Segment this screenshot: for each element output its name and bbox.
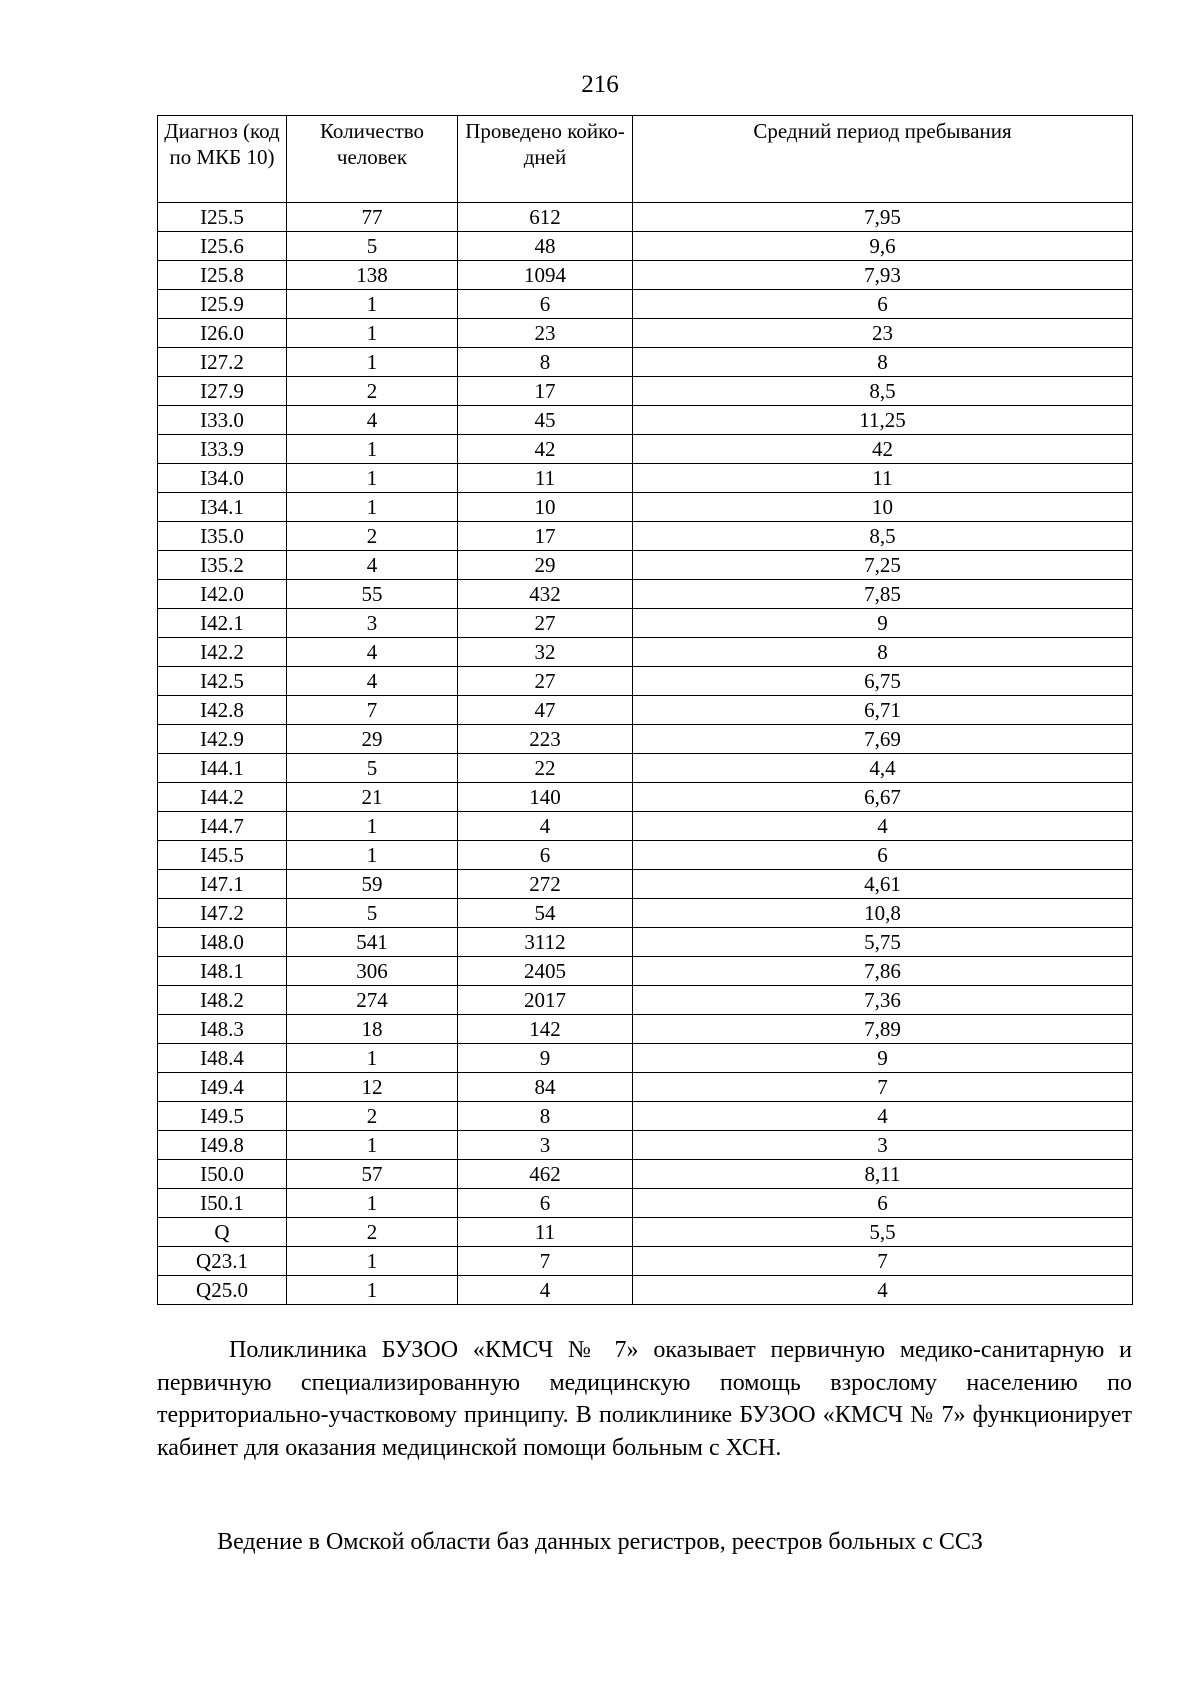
table-row: [158, 261, 1133, 290]
cell-bed-days: 432: [458, 580, 633, 609]
cell-patient-count: 59: [287, 870, 458, 899]
cell-diagnosis-code: I48.0: [158, 928, 287, 957]
table-row: [158, 957, 1133, 986]
table-row: [158, 1160, 1133, 1189]
table-header-row: [158, 116, 1133, 203]
cell-patient-count: 306: [287, 957, 458, 986]
cell-patient-count: 2: [287, 1218, 458, 1247]
cell-bed-days: 42: [458, 435, 633, 464]
cell-diagnosis-code: Q23.1: [158, 1247, 287, 1276]
cell-patient-count: 5: [287, 754, 458, 783]
cell-diagnosis-code: I42.5: [158, 667, 287, 696]
table-row: [158, 1247, 1133, 1276]
cell-average-stay: 6,67: [633, 783, 1133, 812]
table-row: [158, 696, 1133, 725]
cell-average-stay: 10,8: [633, 899, 1133, 928]
cell-bed-days: 84: [458, 1073, 633, 1102]
cell-diagnosis-code: I50.1: [158, 1189, 287, 1218]
table-row: [158, 522, 1133, 551]
cell-average-stay: 8,5: [633, 522, 1133, 551]
cell-bed-days: 6: [458, 841, 633, 870]
cell-patient-count: 1: [287, 1044, 458, 1073]
cell-patient-count: 77: [287, 203, 458, 232]
cell-average-stay: 8: [633, 348, 1133, 377]
table-row: [158, 232, 1133, 261]
cell-diagnosis-code: I48.3: [158, 1015, 287, 1044]
cell-patient-count: 1: [287, 841, 458, 870]
cell-average-stay: 6,75: [633, 667, 1133, 696]
table-row: [158, 493, 1133, 522]
cell-bed-days: 8: [458, 1102, 633, 1131]
cell-patient-count: 1: [287, 812, 458, 841]
cell-diagnosis-code: I33.0: [158, 406, 287, 435]
cell-diagnosis-code: I49.5: [158, 1102, 287, 1131]
header-patient-count: Количество человек: [287, 116, 458, 203]
cell-average-stay: 4,4: [633, 754, 1133, 783]
cell-diagnosis-code: I48.1: [158, 957, 287, 986]
cell-patient-count: 2: [287, 377, 458, 406]
table-row: [158, 319, 1133, 348]
cell-average-stay: 8: [633, 638, 1133, 667]
cell-bed-days: 17: [458, 522, 633, 551]
cell-average-stay: 6: [633, 290, 1133, 319]
cell-average-stay: 9: [633, 1044, 1133, 1073]
cell-average-stay: 7: [633, 1073, 1133, 1102]
table-row: [158, 1276, 1133, 1305]
cell-diagnosis-code: I34.0: [158, 464, 287, 493]
cell-patient-count: 1: [287, 1131, 458, 1160]
cell-diagnosis-code: I44.2: [158, 783, 287, 812]
cell-bed-days: 54: [458, 899, 633, 928]
cell-bed-days: 140: [458, 783, 633, 812]
page-number: 216: [581, 71, 619, 98]
cell-diagnosis-code: I35.0: [158, 522, 287, 551]
cell-patient-count: 1: [287, 290, 458, 319]
cell-bed-days: 462: [458, 1160, 633, 1189]
cell-bed-days: 1094: [458, 261, 633, 290]
cell-diagnosis-code: I45.5: [158, 841, 287, 870]
cell-bed-days: 17: [458, 377, 633, 406]
cell-bed-days: 4: [458, 1276, 633, 1305]
table-row: [158, 783, 1133, 812]
cell-average-stay: 5,75: [633, 928, 1133, 957]
cell-bed-days: 9: [458, 1044, 633, 1073]
cell-bed-days: 2405: [458, 957, 633, 986]
cell-bed-days: 272: [458, 870, 633, 899]
table-row: [158, 812, 1133, 841]
cell-diagnosis-code: I50.0: [158, 1160, 287, 1189]
cell-average-stay: 6: [633, 841, 1133, 870]
cell-bed-days: 11: [458, 464, 633, 493]
cell-diagnosis-code: I49.8: [158, 1131, 287, 1160]
table-row: [158, 290, 1133, 319]
cell-patient-count: 4: [287, 638, 458, 667]
cell-diagnosis-code: I44.1: [158, 754, 287, 783]
cell-patient-count: 2: [287, 522, 458, 551]
cell-diagnosis-code: I34.1: [158, 493, 287, 522]
cell-patient-count: 4: [287, 551, 458, 580]
cell-bed-days: 2017: [458, 986, 633, 1015]
cell-patient-count: 3: [287, 609, 458, 638]
cell-average-stay: 7,86: [633, 957, 1133, 986]
table-row: [158, 580, 1133, 609]
cell-average-stay: 7,36: [633, 986, 1133, 1015]
cell-patient-count: 1: [287, 1189, 458, 1218]
cell-diagnosis-code: I42.1: [158, 609, 287, 638]
table-row: [158, 464, 1133, 493]
cell-average-stay: 7,69: [633, 725, 1133, 754]
cell-average-stay: 42: [633, 435, 1133, 464]
cell-average-stay: 4: [633, 1102, 1133, 1131]
cell-diagnosis-code: I44.7: [158, 812, 287, 841]
cell-average-stay: 7,25: [633, 551, 1133, 580]
cell-patient-count: 1: [287, 348, 458, 377]
header-bed-days: Проведено койко-дней: [458, 116, 633, 203]
cell-diagnosis-code: I42.2: [158, 638, 287, 667]
table-row: [158, 406, 1133, 435]
table-row: [158, 754, 1133, 783]
cell-bed-days: 11: [458, 1218, 633, 1247]
cell-patient-count: 55: [287, 580, 458, 609]
header-average-stay: Средний период пребывания: [633, 116, 1133, 203]
cell-average-stay: 8,5: [633, 377, 1133, 406]
body-paragraph: Поликлиника БУЗОО «КМСЧ № 7» оказывает первичную медико-санитарную и первичную специализированную медицинскую помощь взрослому населению по территориально-участковому принципу. В поликлинике БУЗОО «КМСЧ № 7» функционирует кабинет для оказания медицинской помощи больным с ХСН.: [157, 1337, 1132, 1461]
cell-diagnosis-code: I49.4: [158, 1073, 287, 1102]
cell-patient-count: 1: [287, 464, 458, 493]
table-row: [158, 725, 1133, 754]
cell-bed-days: 223: [458, 725, 633, 754]
cell-patient-count: 541: [287, 928, 458, 957]
table-row: [158, 667, 1133, 696]
cell-average-stay: 7,89: [633, 1015, 1133, 1044]
table-row: [158, 928, 1133, 957]
cell-diagnosis-code: I42.8: [158, 696, 287, 725]
cell-diagnosis-code: I27.2: [158, 348, 287, 377]
cell-patient-count: 1: [287, 493, 458, 522]
cell-patient-count: 138: [287, 261, 458, 290]
table-row: [158, 1189, 1133, 1218]
cell-patient-count: 18: [287, 1015, 458, 1044]
cell-patient-count: 2: [287, 1102, 458, 1131]
cell-average-stay: 11,25: [633, 406, 1133, 435]
table-row: [158, 551, 1133, 580]
cell-diagnosis-code: I48.4: [158, 1044, 287, 1073]
cell-diagnosis-code: I48.2: [158, 986, 287, 1015]
cell-diagnosis-code: I27.9: [158, 377, 287, 406]
cell-diagnosis-code: I35.2: [158, 551, 287, 580]
cell-average-stay: 4,61: [633, 870, 1133, 899]
cell-average-stay: 7: [633, 1247, 1133, 1276]
cell-bed-days: 3112: [458, 928, 633, 957]
cell-diagnosis-code: I25.5: [158, 203, 287, 232]
cell-average-stay: 5,5: [633, 1218, 1133, 1247]
cell-average-stay: 10: [633, 493, 1133, 522]
cell-patient-count: 7: [287, 696, 458, 725]
cell-average-stay: 7,85: [633, 580, 1133, 609]
cell-average-stay: 7,95: [633, 203, 1133, 232]
cell-bed-days: 45: [458, 406, 633, 435]
cell-bed-days: 6: [458, 1189, 633, 1218]
table-row: [158, 435, 1133, 464]
table-row: [158, 899, 1133, 928]
cell-bed-days: 27: [458, 667, 633, 696]
cell-bed-days: 32: [458, 638, 633, 667]
table-row: [158, 1044, 1133, 1073]
header-diagnosis: Диагноз (код по МКБ 10): [158, 116, 287, 203]
cell-patient-count: 29: [287, 725, 458, 754]
table-row: [158, 1102, 1133, 1131]
cell-patient-count: 57: [287, 1160, 458, 1189]
cell-diagnosis-code: I25.8: [158, 261, 287, 290]
cell-patient-count: 1: [287, 1247, 458, 1276]
cell-average-stay: 9,6: [633, 232, 1133, 261]
cell-patient-count: 12: [287, 1073, 458, 1102]
cell-diagnosis-code: I26.0: [158, 319, 287, 348]
cell-diagnosis-code: I25.9: [158, 290, 287, 319]
cell-diagnosis-code: I42.0: [158, 580, 287, 609]
cell-patient-count: 1: [287, 1276, 458, 1305]
table-row: [158, 870, 1133, 899]
cell-average-stay: 4: [633, 1276, 1133, 1305]
cell-bed-days: 27: [458, 609, 633, 638]
table-row: [158, 986, 1133, 1015]
section-heading: Ведение в Омской области баз данных регистров, реестров больных с ССЗ: [217, 1529, 983, 1555]
cell-average-stay: 11: [633, 464, 1133, 493]
table-row: [158, 638, 1133, 667]
table-row: [158, 1131, 1133, 1160]
cell-average-stay: 4: [633, 812, 1133, 841]
cell-patient-count: 4: [287, 406, 458, 435]
cell-average-stay: 9: [633, 609, 1133, 638]
cell-patient-count: 1: [287, 435, 458, 464]
cell-patient-count: 4: [287, 667, 458, 696]
table-row: [158, 841, 1133, 870]
cell-patient-count: 1: [287, 319, 458, 348]
cell-bed-days: 8: [458, 348, 633, 377]
statistics-table: [157, 115, 1133, 1305]
cell-diagnosis-code: I47.1: [158, 870, 287, 899]
cell-average-stay: 23: [633, 319, 1133, 348]
cell-bed-days: 142: [458, 1015, 633, 1044]
cell-patient-count: 5: [287, 232, 458, 261]
cell-bed-days: 48: [458, 232, 633, 261]
table-row: [158, 1073, 1133, 1102]
cell-bed-days: 3: [458, 1131, 633, 1160]
cell-bed-days: 7: [458, 1247, 633, 1276]
table-body: [158, 203, 1133, 1305]
cell-bed-days: 4: [458, 812, 633, 841]
cell-bed-days: 612: [458, 203, 633, 232]
cell-diagnosis-code: Q: [158, 1218, 287, 1247]
cell-average-stay: 7,93: [633, 261, 1133, 290]
cell-diagnosis-code: I33.9: [158, 435, 287, 464]
cell-average-stay: 6,71: [633, 696, 1133, 725]
table-row: [158, 609, 1133, 638]
cell-bed-days: 10: [458, 493, 633, 522]
cell-bed-days: 22: [458, 754, 633, 783]
cell-patient-count: 21: [287, 783, 458, 812]
table-row: [158, 1218, 1133, 1247]
cell-bed-days: 23: [458, 319, 633, 348]
table-row: [158, 377, 1133, 406]
cell-diagnosis-code: Q25.0: [158, 1276, 287, 1305]
cell-patient-count: 274: [287, 986, 458, 1015]
cell-average-stay: 3: [633, 1131, 1133, 1160]
table-row: [158, 203, 1133, 232]
cell-bed-days: 6: [458, 290, 633, 319]
cell-bed-days: 29: [458, 551, 633, 580]
table-row: [158, 1015, 1133, 1044]
cell-patient-count: 5: [287, 899, 458, 928]
table-row: [158, 348, 1133, 377]
cell-diagnosis-code: I25.6: [158, 232, 287, 261]
cell-bed-days: 47: [458, 696, 633, 725]
cell-diagnosis-code: I47.2: [158, 899, 287, 928]
cell-average-stay: 6: [633, 1189, 1133, 1218]
cell-average-stay: 8,11: [633, 1160, 1133, 1189]
cell-diagnosis-code: I42.9: [158, 725, 287, 754]
